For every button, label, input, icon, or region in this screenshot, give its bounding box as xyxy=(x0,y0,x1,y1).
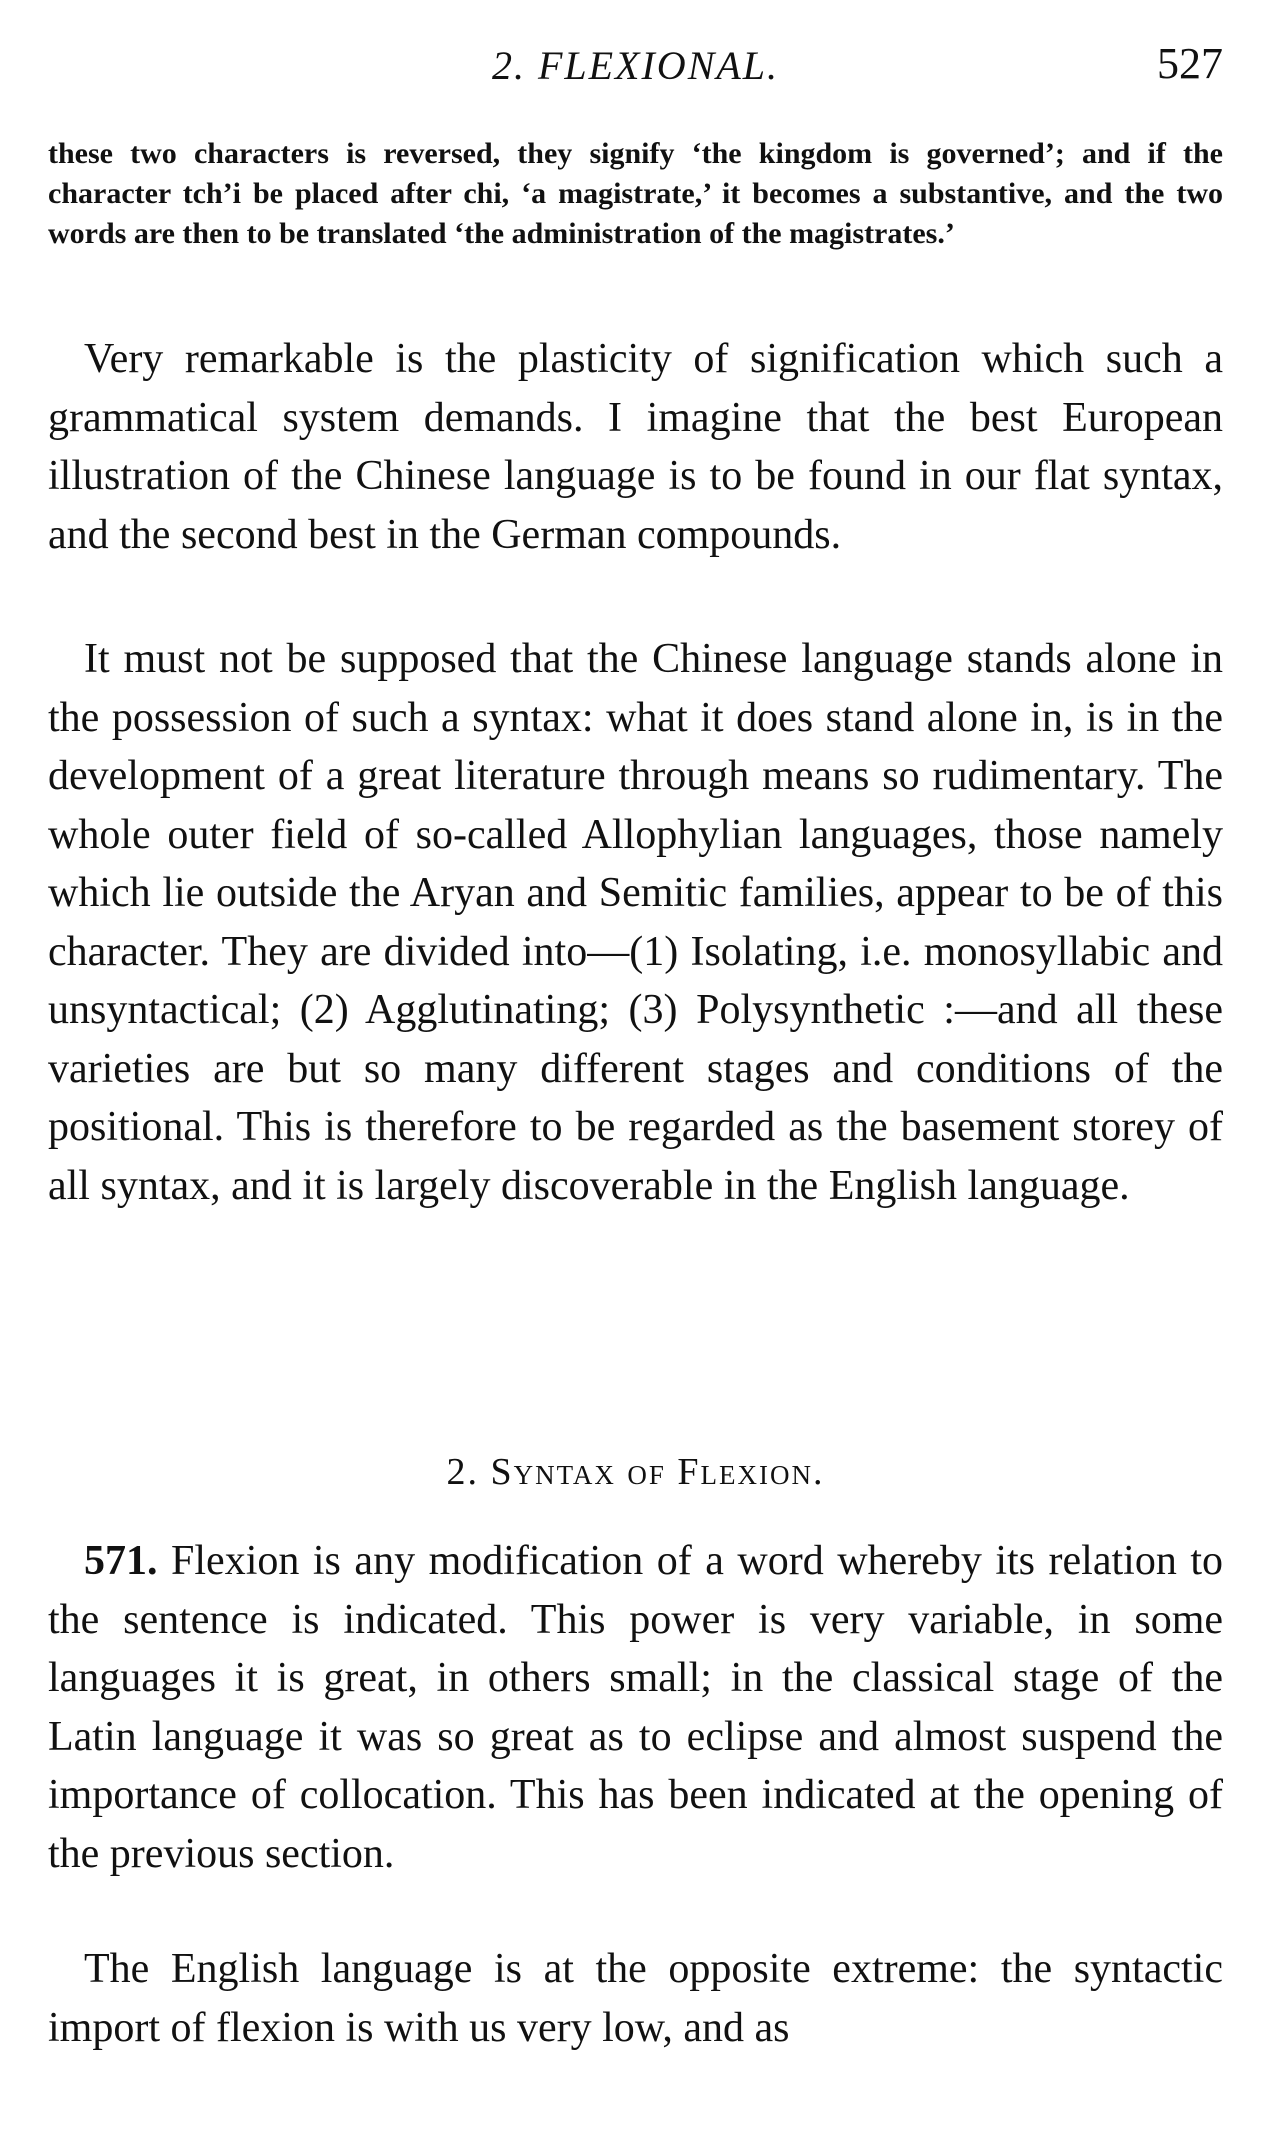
footnote-continuation: these two characters is reversed, they signify ‘the kingdom is governed’; and if the character tch’i be placed after chi, ‘a magistrate,’ it becomes a substantive, and the two words are then to be translated ‘the administration of the magistrates.’ xyxy=(48,137,1223,250)
paragraph-text: It must not be supposed that the Chinese language stands alone in the possession of such a syntax: what it does stand alone in, is in the development of a great literature through means so rudimentary. The whole outer field of so-called Allophylian languages, those namely which lie outside the Aryan and Semitic families, appear to be of this character. They are divided into—(1) Isolating, i.e. monosyllabic and unsyntactical; (2) Agglutinating; (3) Polysynthetic :—and all these varieties are but so many different stages and conditions of the positional. This is therefore to be regarded as the basement storey of all syntax, and it is largely discoverable in the English language. xyxy=(48,636,1223,1209)
paragraph-number: 571. xyxy=(84,1538,158,1584)
running-title: 2. FLEXIONAL. xyxy=(491,43,780,88)
paragraph-text: Very remarkable is the plasticity of signification which such a grammatical system demands. I imagine that the best European illustration of the Chinese language is to be found in our flat syntax, and the second best in the German compounds. xyxy=(48,336,1223,558)
book-page xyxy=(48,0,1223,2140)
paragraph-text xyxy=(48,1532,1223,1883)
paragraph-plasticity xyxy=(48,330,1223,564)
section-heading: 2. Syntax of Flexion. xyxy=(446,1451,825,1493)
page-number: 527 xyxy=(1157,39,1223,88)
paragraph-text: The English language is at the opposite extreme: the syntactic import of flexion is with us very low, and as xyxy=(48,1946,1223,2051)
paragraph-allophylian xyxy=(48,630,1223,1215)
page-header xyxy=(48,28,1223,98)
paragraph-english-flexion xyxy=(48,1940,1223,2057)
paragraph-body: Flexion is any modification of a word whereby its relation to the sentence is indicated. This power is very variable, in some languages it is great, in others small; in the classical stage of the Latin language it was so great as to eclipse and almost suspend the importance of collocation. This has been indicated at the opening of the previous section. xyxy=(48,1538,1224,1877)
paragraph-571 xyxy=(48,1532,1223,1883)
